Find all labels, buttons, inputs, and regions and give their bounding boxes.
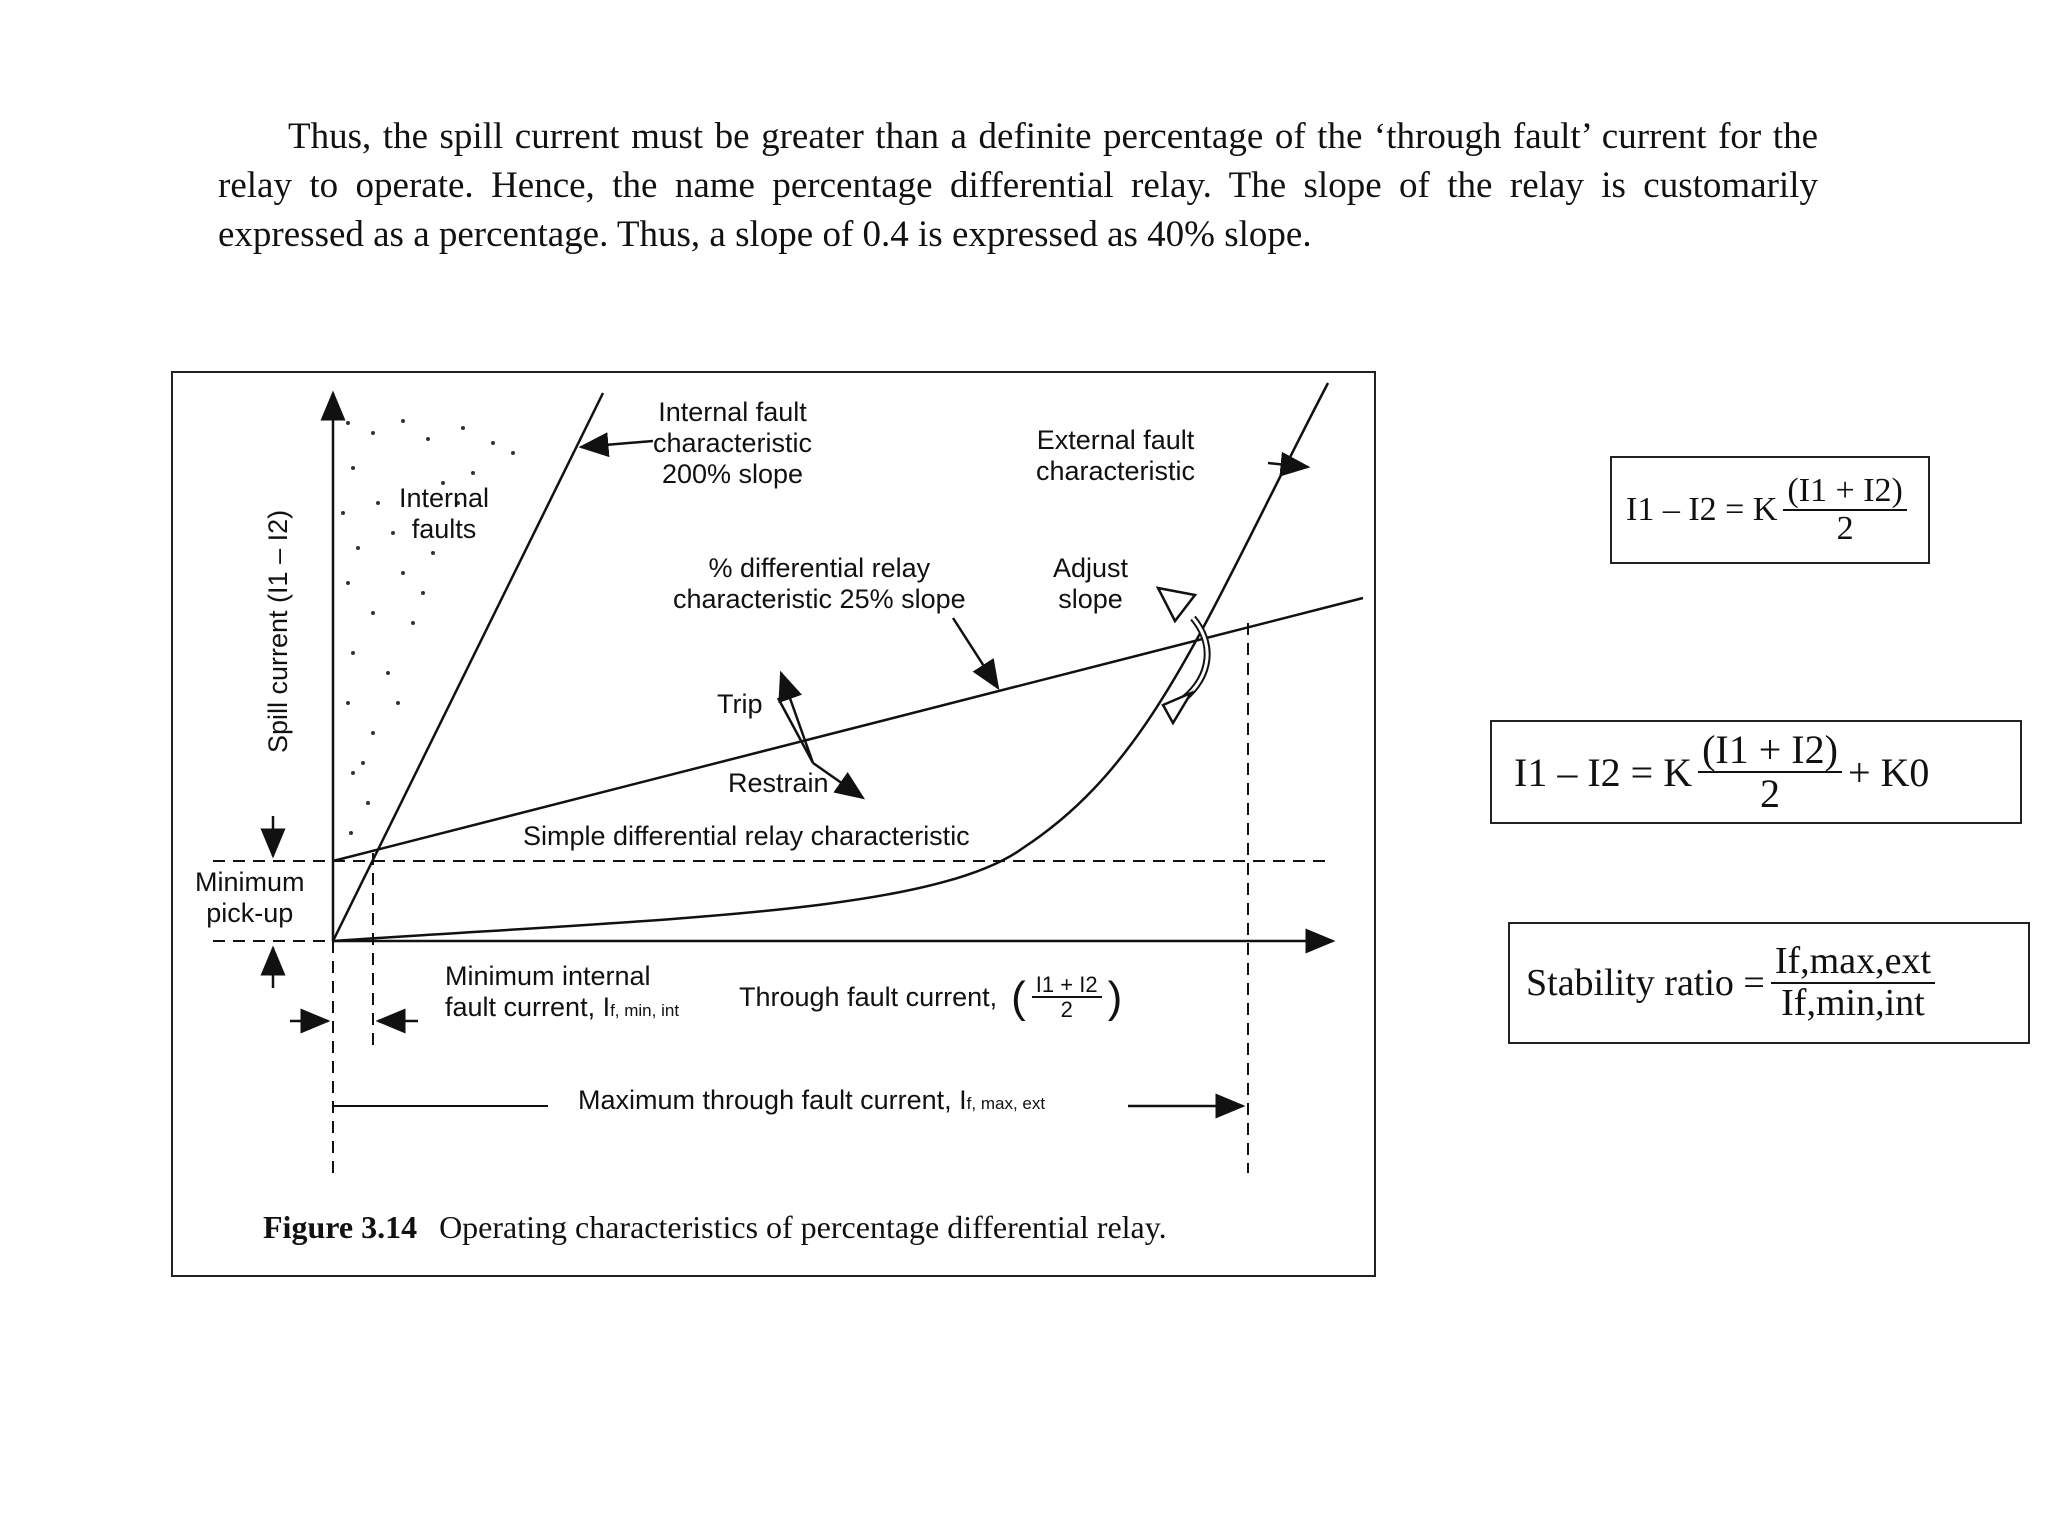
percent-differential-label: % differential relay characteristic 25% slope	[673, 553, 966, 614]
figure-3-14	[171, 371, 1376, 1277]
y-axis-label: Spill current (I1 – I2)	[263, 509, 293, 753]
equation-1: I1 – I2 = K $\frac{(I1 + I2)}{2}$	[1610, 456, 1930, 564]
internal-faults-label: Internal faults	[399, 483, 490, 544]
maximum-through-fault-label: Maximum through fault current, If, max, ext	[578, 1085, 1046, 1115]
through-fault-current-label: Through fault current, ( $\frac{I1 + I2}{2}$ )	[739, 972, 1123, 1023]
intro-text: Thus, the spill current must be greater than a definite percentage of the ‘through fault’ current for the relay to operate. Hence, the name percentage differential relay. The slope of the relay is customarily expressed as a percentage. Thus, a slope of 0.4 is expressed as 40% slope.	[218, 116, 1818, 255]
simple-differential-label: Simple differential relay characteristic	[523, 821, 970, 851]
minimum-pickup-label: Minimum pick-up	[195, 867, 305, 928]
trip-label: Trip	[717, 689, 763, 719]
minimum-internal-label: Minimum internal fault current, If, min, int	[445, 961, 680, 1022]
adjust-slope-label: Adjust slope	[1053, 553, 1129, 614]
intro-paragraph	[218, 112, 1818, 259]
figure-caption: Figure 3.14 Operating characteristics of percentage differential relay.	[263, 1209, 1167, 1245]
internal-fault-characteristic-label: Internal fault characteristic 200% slope	[653, 397, 813, 489]
restrain-label: Restrain	[728, 768, 829, 798]
equation-3-stability-ratio: Stability ratio = $\frac{\text{If,max,ext}}{\text{If,min,int}}$	[1508, 922, 2030, 1044]
external-fault-characteristic-label: External fault characteristic	[1036, 425, 1196, 486]
equation-2: I1 – I2 = K $\frac{(I1 + I2)}{2}$ + K0	[1490, 720, 2022, 824]
